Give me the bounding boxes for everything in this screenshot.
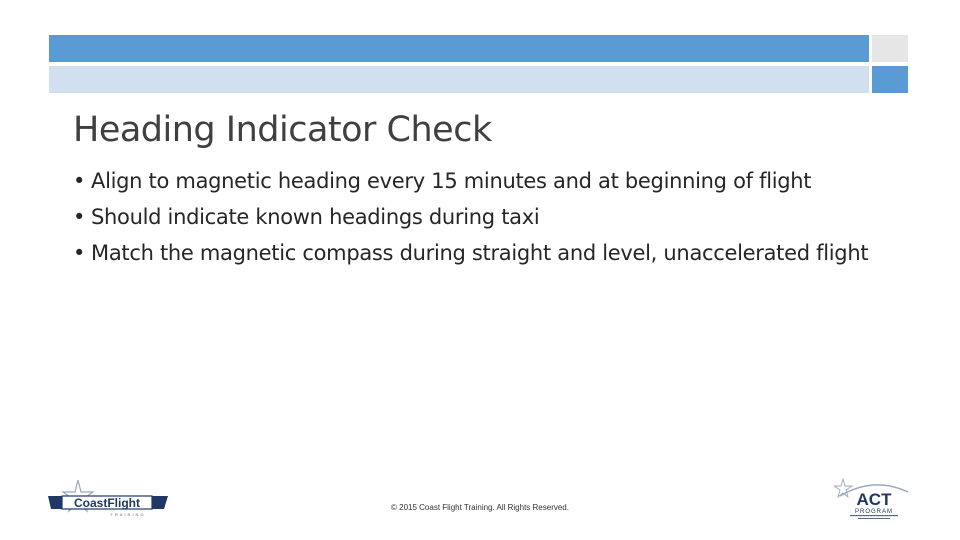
bullet-item xyxy=(73,204,903,230)
bullet-text: Align to magnetic heading every 15 minutes and at beginning of flight xyxy=(91,169,812,193)
header-square-gray xyxy=(872,35,908,62)
act-program-logo xyxy=(834,478,910,520)
bullet-dot: • xyxy=(73,205,86,229)
bullet-dot: • xyxy=(73,241,86,265)
bullet-dot: • xyxy=(73,169,86,193)
slide-title: Heading Indicator Check xyxy=(73,110,492,150)
logo-text-sub: PROGRAM xyxy=(854,509,894,515)
bullet-item xyxy=(73,168,903,194)
coastflight-logo xyxy=(48,478,170,518)
header-square-blue xyxy=(872,66,908,93)
bullet-text: Match the magnetic compass during straight and level, unaccelerated flight xyxy=(91,241,869,265)
bullet-list xyxy=(73,168,903,276)
bullet-text: Should indicate known headings during taxi xyxy=(91,205,540,229)
logo-text-main: CoastFlight xyxy=(74,496,140,510)
header-bar-bottom xyxy=(49,66,869,93)
copyright-footer: © 2015 Coast Flight Training. All Rights Reserved. xyxy=(391,503,569,512)
bullet-item xyxy=(73,240,903,266)
logo-text-sub: TRAINING xyxy=(110,512,146,517)
header-bar-top xyxy=(49,35,869,62)
logo-text-main: ACT xyxy=(856,490,892,509)
